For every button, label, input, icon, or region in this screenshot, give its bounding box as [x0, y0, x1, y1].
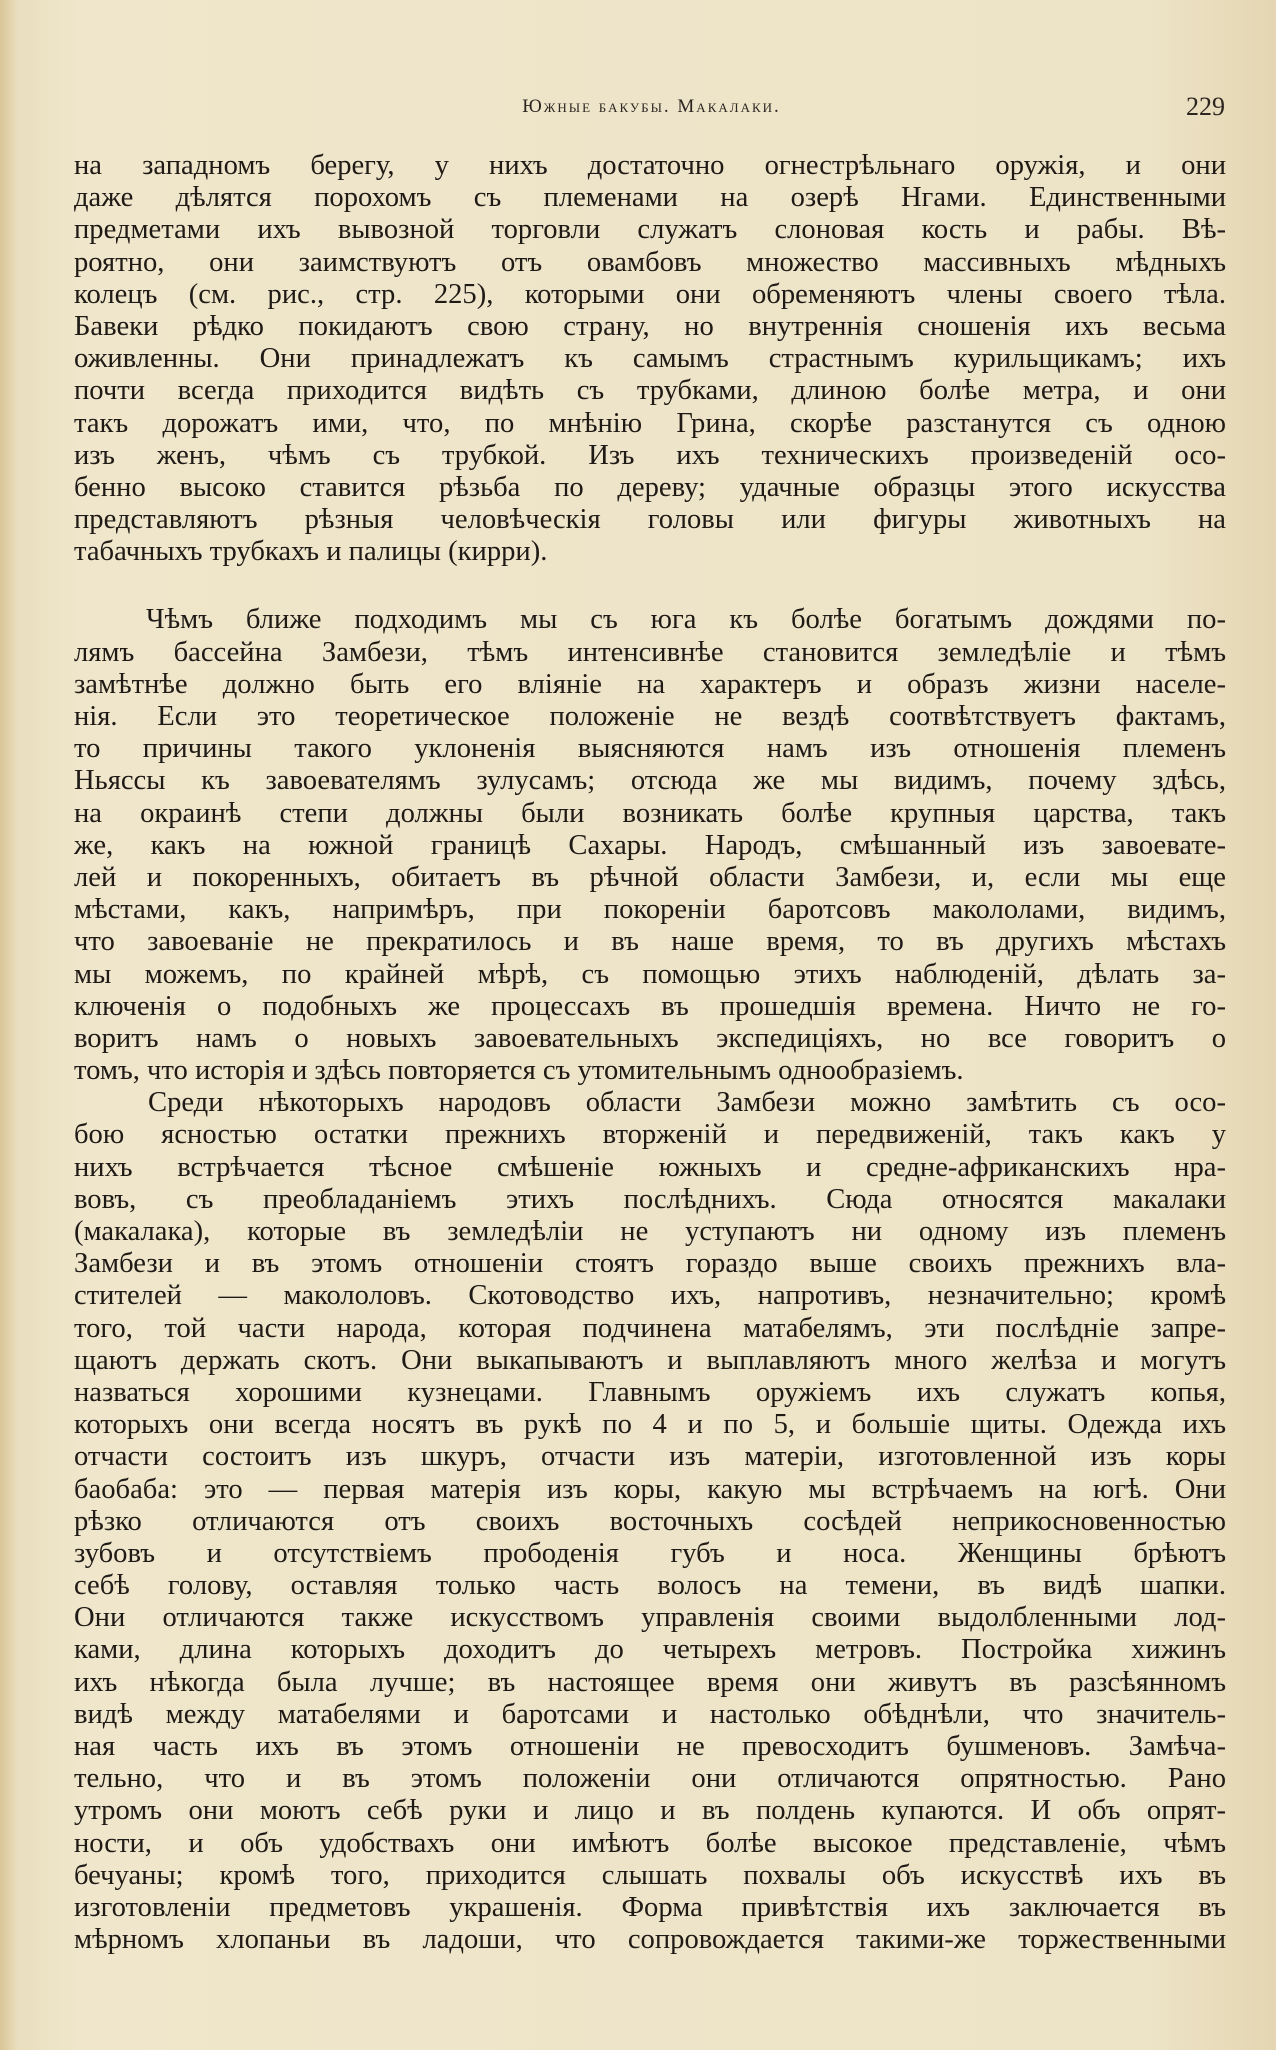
text-line: лямъ бассейна Замбези, тѣмъ интенсивнѣе становится земледѣліе и тѣмъ: [74, 636, 1226, 668]
text-line: роятно, они заимствуютъ отъ овамбовъ множество массивныхъ мѣдныхъ: [74, 246, 1226, 278]
text-line: видѣ между матабелями и баротсами и настолько обѣднѣли, что значитель-: [74, 1698, 1226, 1730]
text-line: бою ясностью остатки прежнихъ вторженій и передвиженій, такъ какъ у: [74, 1119, 1226, 1151]
text-line: Бавеки рѣдко покидаютъ свою страну, но внутреннія сношенія ихъ весьма: [74, 310, 1226, 342]
text-line: воритъ намъ о новыхъ завоевательныхъ экспедиціяхъ, но все говоритъ о: [74, 1022, 1226, 1054]
text-line: ности, и объ удобствахъ они имѣютъ болѣе высокое представленіе, чѣмъ: [74, 1827, 1226, 1859]
text-line: изготовленіи предметовъ украшенія. Форма привѣтствія ихъ заключается въ: [74, 1891, 1226, 1923]
text-line: томъ, что исторія и здѣсь повторяется съ утомительнымъ однообразіемъ.: [74, 1055, 964, 1087]
paragraph-2: [74, 604, 1226, 1087]
text-line: лей и покоренныхъ, обитаетъ въ рѣчной области Замбези, и, если мы еще: [74, 861, 1226, 893]
text-line: щаютъ держать скотъ. Они выкапываютъ и выплавляютъ много желѣза и могутъ: [74, 1344, 1226, 1376]
body-text: [74, 150, 1226, 1956]
text-line: зубовъ и отсутствіемъ прободенія губъ и носа. Женщины брѣютъ: [74, 1537, 1226, 1569]
text-line: баобаба: это — первая матерія изъ коры, какую мы встрѣчаемъ на югѣ. Они: [74, 1473, 1226, 1505]
text-line: отчасти состоитъ изъ шкуръ, отчасти изъ матеріи, изготовленной изъ коры: [74, 1441, 1226, 1473]
text-line: утромъ они моютъ себѣ руки и лицо и въ полдень купаются. И объ опрят-: [74, 1795, 1226, 1827]
text-line: табачныхъ трубкахъ и палицы (кирри).: [74, 536, 548, 568]
text-line: тельно, что и въ этомъ положеніи они отличаются опрятностью. Рано: [74, 1763, 1226, 1795]
text-line: ихъ нѣкогда была лучше; въ настоящее время они живутъ въ разсѣянномъ: [74, 1666, 1226, 1698]
text-line: рѣзко отличаются отъ своихъ восточныхъ сосѣдей неприкосновенностью: [74, 1505, 1226, 1537]
text-line: которыхъ они всегда носятъ въ рукѣ по 4 и по 5, и большіе щиты. Одежда ихъ: [74, 1409, 1226, 1441]
text-line: на западномъ берегу, у нихъ достаточно огнестрѣльнаго оружія, и они: [74, 150, 1226, 181]
text-line: Среди нѣкоторыхъ народовъ области Замбези можно замѣтить съ осо-: [148, 1087, 1226, 1119]
text-line: бенно высоко ставится рѣзьба по дереву; удачные образцы этого искусства: [74, 471, 1226, 503]
text-line: того, той части народа, которая подчинена матабелямъ, эти послѣдніе запре-: [74, 1312, 1226, 1344]
running-head: Южные бакубы. Макалаки.: [522, 96, 781, 117]
text-line: себѣ голову, оставляя только часть волосъ на темени, въ видѣ шапки.: [74, 1570, 1226, 1602]
text-line: Ньяссы къ завоевателямъ зулусамъ; отсюда же мы видимъ, почему здѣсь,: [74, 765, 1226, 797]
text-line: Они отличаются также искусствомъ управленія своими выдолбленными лод-: [74, 1602, 1226, 1634]
text-line: нихъ встрѣчается тѣсное смѣшеніе южныхъ и средне-африканскихъ нра-: [74, 1151, 1226, 1183]
text-line: стителей — макололовъ. Скотоводство ихъ, напротивъ, незначительно; кромѣ: [74, 1280, 1226, 1312]
paragraph-1: [74, 150, 1226, 568]
text-line: предметами ихъ вывозной торговли служатъ слоновая кость и рабы. Вѣ-: [74, 214, 1226, 246]
text-line: замѣтнѣе должно быть его вліяніе на характеръ и образъ жизни населе-: [74, 668, 1226, 700]
text-line: изъ женъ, чѣмъ съ трубкой. Изъ ихъ техническихъ произведеній осо-: [74, 439, 1226, 471]
paragraph-3: [74, 1087, 1226, 1956]
text-line: вовъ, съ преобладаніемъ этихъ послѣднихъ. Сюда относятся макалаки: [74, 1183, 1226, 1215]
text-line: назваться хорошими кузнецами. Главнымъ оружіемъ ихъ служатъ копья,: [74, 1376, 1226, 1408]
text-line: мѣрномъ хлопаньи въ ладоши, что сопровождается такими-же торжественными: [74, 1924, 1226, 1956]
text-line: Замбези и въ этомъ отношеніи стоятъ гораздо выше своихъ прежнихъ вла-: [74, 1248, 1226, 1280]
text-line: ключенія о подобныхъ же процессахъ въ прошедшія времена. Ничто не го-: [74, 990, 1226, 1022]
text-line: бечуаны; кромѣ того, приходится слышать похвалы объ искусствѣ ихъ въ: [74, 1859, 1226, 1891]
text-line: даже дѣлятся порохомъ съ племенами на озерѣ Нгами. Единственными: [74, 182, 1226, 214]
page-number: 229: [1186, 92, 1225, 121]
text-line: ками, длина которыхъ доходитъ до четырехъ метровъ. Постройка хижинъ: [74, 1634, 1226, 1666]
text-line: ная часть ихъ въ этомъ отношеніи не превосходитъ бушменовъ. Замѣча-: [74, 1731, 1226, 1762]
text-line: представляютъ рѣзныя человѣческія головы или фигуры животныхъ на: [74, 504, 1226, 536]
text-line: на окраинѣ степи должны были возникать болѣе крупныя царства, такъ: [74, 797, 1226, 829]
paragraph-gap: [74, 568, 1226, 604]
text-line: что завоеваніе не прекратилось и въ наше время, то въ другихъ мѣстахъ: [74, 926, 1226, 958]
text-line: (макалака), которые въ земледѣліи не уступаютъ ни одному изъ племенъ: [74, 1216, 1226, 1247]
text-line: Чѣмъ ближе подходимъ мы съ юга къ болѣе богатымъ дождями по-: [146, 604, 1226, 636]
text-line: нія. Если это теоретическое положеніе не вездѣ соотвѣтствуетъ фактамъ,: [74, 701, 1226, 732]
text-line: оживленны. Они принадлежатъ къ самымъ страстнымъ курильщикамъ; ихъ: [74, 343, 1226, 375]
text-line: мѣстами, какъ, напримѣръ, при покореніи баротсовъ макололами, видимъ,: [74, 894, 1226, 926]
text-line: колецъ (см. рис., стр. 225), которыми они обременяютъ члены своего тѣла.: [74, 278, 1226, 310]
text-line: мы можемъ, по крайней мѣрѣ, съ помощью этихъ наблюденій, дѣлать за-: [74, 958, 1226, 990]
page-header: [78, 92, 1225, 126]
text-line: такъ дорожатъ ими, что, по мнѣнію Грина, скорѣе разстанутся съ одною: [74, 407, 1226, 439]
text-line: почти всегда приходится видѣть съ трубками, длиною болѣе метра, и они: [74, 375, 1226, 407]
text-line: то причины такого уклоненія выясняются намъ изъ отношенія племенъ: [74, 733, 1226, 765]
text-line: же, какъ на южной границѣ Сахары. Народъ, смѣшанный изъ завоевате-: [74, 829, 1226, 861]
